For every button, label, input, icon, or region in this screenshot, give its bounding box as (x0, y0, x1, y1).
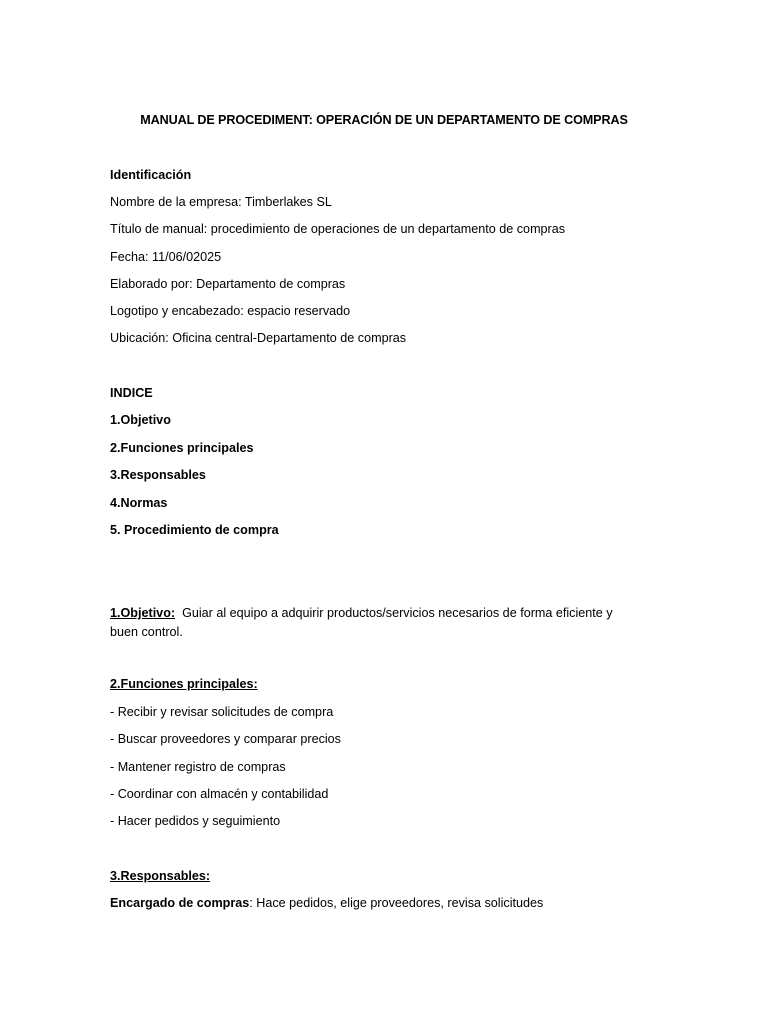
responsables-heading: 3.Responsables: (110, 869, 211, 883)
identificacion-line-elaborado: Elaborado por: Departamento de compras (110, 277, 346, 291)
objetivo-heading: 1.Objetivo: (110, 606, 176, 620)
document-title: MANUAL DE PROCEDIMENT: OPERACIÓN DE UN DEPARTAMENTO DE COMPRAS (140, 113, 628, 127)
funciones-item-proveedores: - Buscar proveedores y comparar precios (110, 732, 341, 746)
indice-item-procedimiento: 5. Procedimiento de compra (110, 523, 279, 537)
funciones-item-registro: - Mantener registro de compras (110, 760, 286, 774)
funciones-item-coordinar: - Coordinar con almacén y contabilidad (110, 787, 329, 801)
funciones-item-solicitudes: - Recibir y revisar solicitudes de compra (110, 705, 334, 719)
identificacion-line-ubicacion: Ubicación: Oficina central-Departamento de compras (110, 331, 407, 345)
identificacion-line-fecha: Fecha: 11/06/02025 (110, 250, 222, 264)
identificacion-line-logotipo: Logotipo y encabezado: espacio reservado (110, 304, 351, 318)
indice-item-responsables: 3.Responsables (110, 468, 206, 482)
encargado-text: Hace pedidos, elige proveedores, revisa solicitudes (256, 896, 544, 910)
indice-item-funciones: 2.Funciones principales (110, 441, 254, 455)
responsables-encargado (110, 896, 650, 910)
funciones-heading: 2.Funciones principales: (110, 677, 258, 691)
identificacion-heading: Identificación (110, 168, 192, 182)
identificacion-line-titulo: Título de manual: procedimiento de operaciones de un departamento de compras (110, 222, 566, 236)
funciones-item-pedidos: - Hacer pedidos y seguimiento (110, 814, 281, 828)
identificacion-line-empresa: Nombre de la empresa: Timberlakes SL (110, 195, 332, 209)
objetivo-text: Guiar al equipo a adquirir productos/servicios necesarios de forma eficiente y buen control. (110, 606, 613, 639)
indice-heading: INDICE (110, 386, 153, 400)
objetivo-paragraph (110, 604, 640, 641)
encargado-label: Encargado de compras (110, 896, 250, 910)
indice-item-objetivo: 1.Objetivo (110, 413, 171, 427)
indice-item-normas: 4.Normas (110, 496, 168, 510)
encargado-colon: : (249, 896, 257, 910)
